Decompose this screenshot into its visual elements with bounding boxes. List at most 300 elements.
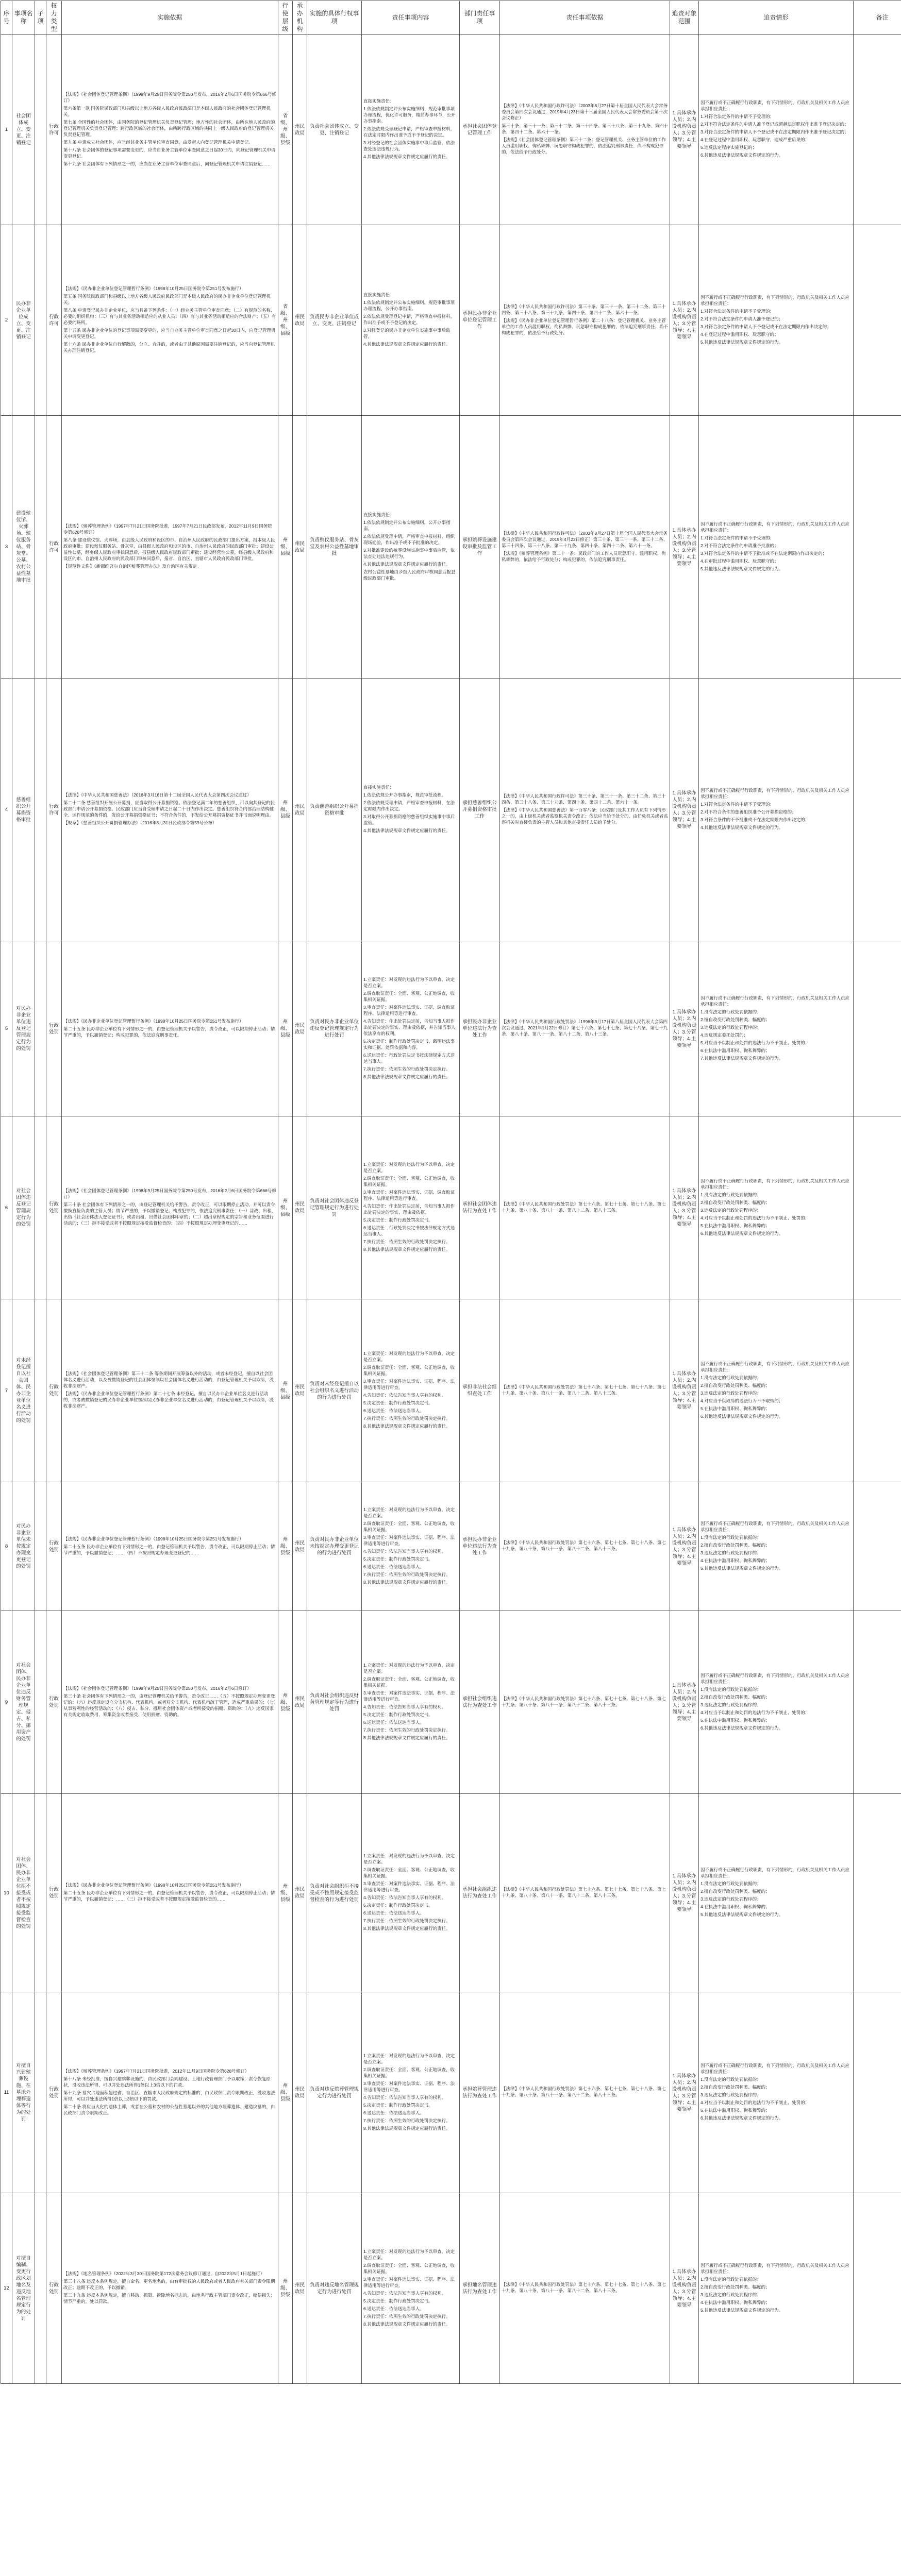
cell-type: 行政处罚 xyxy=(46,1611,62,1794)
cell-paragraph: 2.调查取证责任：全面、客观、公正地调查，收集相关证据。 xyxy=(363,1676,455,1688)
cell-ruling xyxy=(500,1116,670,1299)
cell-remark xyxy=(854,2193,901,2384)
cell-paragraph: 1.依法依规制定并公布实施细则，规范审批事项办理流程，优化许可服务，精简办事环节，公开办事指南。 xyxy=(363,106,456,124)
cell-paragraph: 4.告知责任：依法告知当事人享有的权利。 xyxy=(363,1704,446,1709)
cell-paragraph: 第三十条 社会团体有下列情形之一的，由登记管理机关给予警告，责令改正，可以限期停止活动，并可以责令撤换直接负责的主管人员；情节严重的，予以撤销登记；构成犯罪的，依法追究刑事责任：（一）涂改、出租、出借《社会团体法人登记证书》，或者出租、出借社会团体印章的；（二）超出章程规定的宗旨和业务范围进行活动的；（三）拒不接受或者不按照规定接受监督检查的；（四）不按照规定办理变更登记的…… xyxy=(63,1202,276,1226)
cell-paragraph: 3.审查责任：对案件违法事实、证据、程序、法律适用等进行审查。 xyxy=(363,1881,455,1892)
cell-paragraph: 6.其他违反法律法规规章文件规定的行为。 xyxy=(700,1230,783,1236)
cell-type: 行政处罚 xyxy=(46,1299,62,1482)
cell-paragraph: 1.没有法定的行政处罚依据的； xyxy=(700,1534,761,1540)
cell-paragraph: 1.立案责任：对发现的违法行为予以审查，决定是否立案。 xyxy=(363,1663,455,1674)
cell-paragraph: 1.没有法定的行政处罚依据的； xyxy=(700,1881,761,1886)
cell-paragraph: 【法规】《殡葬管理条例》第二十一条：民政部门的工作人员玩忽职守、滥用职权、徇私舞弊的，依法给予行政处分；构成犯罪的，依法追究刑事责任。 xyxy=(502,550,666,562)
cell-paragraph: 【法规】《社会团体登记管理条例》第三十二条 筹备期间开展筹备以外的活动，或者未经登记，擅自以社会团体名义进行活动，以及被撤销登记的社会团体继续以社会团体名义进行活动的，由登记管理机关予以取缔，没收非法财产。 xyxy=(63,1371,274,1388)
cell-paragraph: 2.擅自改变行政处罚种类、幅度的； xyxy=(700,1889,770,1894)
cell-paragraph: 4.违反规定委托处罚的； xyxy=(700,1032,748,1038)
cell-paragraph: 6.送达责任：行政处罚决定书按法律规定方式送达当事人。 xyxy=(363,1052,455,1064)
cell-paragraph: 【法规】《民办非企业单位登记管理暂行条例》（1998年10月25日国务院令第251号发布施行） xyxy=(63,1883,244,1888)
col-header-name: 事项名称 xyxy=(12,1,35,35)
cell-paragraph: 3.对批准建设的殡葬设施实施事中事后监管，依法查处违法违规行为。 xyxy=(363,547,455,559)
cell-paragraph: 【法规】《地名管理条例》（2022年3月30日国务院第172次常务会议修订通过，自2022年5月1日起施行） xyxy=(63,2271,265,2276)
cell-paragraph: 5.对应当予以制止和处罚的违法行为不予制止、处罚的； xyxy=(700,1040,810,1045)
cell-paragraph: 【法规】《社会团体登记管理条例》（1998年9月25日国务院令第250号发布，2016年2月6日国务院令第666号修订） xyxy=(63,1188,276,1199)
cell-name: 对擅自编制、变更行政区划地名及违反地名管理规定行为的处罚 xyxy=(12,2193,35,2384)
cell-level: 州级、县级 xyxy=(278,1794,293,1992)
col-header-level: 行使层级 xyxy=(278,1,293,35)
cell-paragraph: 第六条第一款 国务院民政部门和县级以上地方各级人民政府民政部门是本级人民政府的社会团体登记管理机关。 xyxy=(63,105,271,117)
cell-paragraph: 3.审查责任：对案件违法事实、证据、程序、法律适用等进行审查。 xyxy=(363,1379,455,1390)
cell-basis xyxy=(62,225,278,416)
cell-paragraph: 2.调查取证责任：全面、客观、公正地调查，收集相关证据。 xyxy=(363,1176,455,1187)
cell-paragraph: 1.依法依规制定并公布实施细则，公开办事指南。 xyxy=(363,519,451,531)
cell-type: 行政许可 xyxy=(46,679,62,941)
cell-paragraph: 直接实施责任： xyxy=(363,98,394,104)
cell-paragraph: 4.对应当予以取缔的违法行为不予取缔的； xyxy=(700,1398,783,1403)
cell-paragraph: 4.在登记过程中滥用职权、玩忽职守，造成严重后果的； xyxy=(700,137,810,142)
cell-level: 州级、县级 xyxy=(278,941,293,1116)
cell-item: 负责对未经登记擅自以社会组织名义进行活动的行为进行处罚 xyxy=(307,1299,362,1482)
cell-paragraph: 6.送达责任：行政处罚决定书按法律规定方式送达当事人。 xyxy=(363,1225,455,1236)
col-header-scope: 追责对象范围 xyxy=(670,1,699,35)
cell-sub xyxy=(35,225,46,416)
cell-no: 12 xyxy=(1,2193,12,2384)
cell-paragraph: 农村公益性墓地由乡级人民政府审核同意后报县级民政部门审批。 xyxy=(363,569,456,581)
cell-paragraph: 8.其他法律法规规章文件规定应履行的责任。 xyxy=(363,1579,451,1585)
cell-paragraph: 5.在执法中滥用职权、徇私舞弊的； xyxy=(700,2108,770,2113)
cell-scope: 1.具体承办人员；2.内设机构负责人；3.分管领导；4.主要领导 xyxy=(670,1611,699,1794)
cell-paragraph: 第二十五条 民办非企业单位有下列情形之一的，由登记管理机关予以警告，责令改正，可以限期停止活动；情节严重的，予以撤销登记：……（三）拒不接受或者不按照规定接受监督检查的…… xyxy=(63,1890,275,1902)
cell-level: 州级、县级 xyxy=(278,1482,293,1611)
cell-level: 省级、州级、县级 xyxy=(278,225,293,416)
cell-paragraph: 1.没有法定的行政处罚依据的； xyxy=(700,2077,761,2082)
table-row xyxy=(1,941,901,1116)
cell-paragraph: 【法律】《中华人民共和国行政处罚法》第七十六条、第七十七条、第七十八条、第七十九条、第八十条、第八十一条、第八十二条、第八十三条。 xyxy=(502,1540,666,1551)
cell-dept: 承担民办非企业单位登记管理工作 xyxy=(460,225,500,416)
cell-paragraph: 2.擅自改变行政处罚种类、幅度的； xyxy=(700,1382,770,1388)
cell-paragraph: 5.决定责任：制作行政处罚决定书，载明违法事实和证据、处罚依据和内容。 xyxy=(363,1038,455,1050)
cell-basis xyxy=(62,2193,278,2384)
cell-duty xyxy=(362,225,460,416)
cell-paragraph: 5.违反法定程序实施登记的； xyxy=(700,145,757,150)
cell-ruling xyxy=(500,1482,670,1611)
cell-paragraph: 2.对不符合法定条件的申请准予批准的； xyxy=(700,543,779,548)
cell-duty xyxy=(362,1611,460,1794)
cell-paragraph: 【法律】《中华人民共和国行政处罚法》第七十六条、第七十七条、第七十八条、第七十九条、第八十条、第八十一条、第八十二条、第八十三条。 xyxy=(502,1696,666,1707)
cell-sub xyxy=(35,1992,46,2193)
cell-paragraph: 3.审查责任：对案件违法事实、证据、程序、法律适用等进行审查。 xyxy=(363,2276,455,2288)
cell-no: 8 xyxy=(1,1482,12,1611)
cell-no: 9 xyxy=(1,1611,12,1794)
cell-basis xyxy=(62,1611,278,1794)
cell-item: 负责对社会组织违反财务管理规定等行为进行处罚 xyxy=(307,1611,362,1794)
cell-paragraph: 1.立案责任：对发现的违法行为予以审查，决定是否立案。 xyxy=(363,976,455,988)
cell-paragraph: 3.违反法定的行政处罚程序的； xyxy=(700,1024,761,1030)
table-row xyxy=(1,1611,901,1794)
col-header-dept: 部门责任事项 xyxy=(460,1,500,35)
cell-type: 行政处罚 xyxy=(46,1116,62,1299)
cell-paragraph: 5.其他违反法律法规规章文件规定的行为。 xyxy=(700,2307,783,2313)
cell-ruling xyxy=(500,225,670,416)
cell-paragraph: 7.执行责任：依照生效的行政处罚决定执行。 xyxy=(363,1918,451,1923)
cell-paragraph: 【法规】《民办非企业单位登记管理暂行条例》（1998年10月25日国务院令第251号发布施行） xyxy=(63,1536,244,1541)
cell-paragraph: 第九条 申请成立社会团体，应当经其业务主管单位审查同意，由发起人向登记管理机关申请登记。 xyxy=(63,139,253,145)
cell-paragraph: 5.其他违反法律法规规章文件规定的行为。 xyxy=(700,566,783,571)
cell-sub xyxy=(35,679,46,941)
cell-level: 州级、县级 xyxy=(278,1992,293,2193)
cell-org: 州民政局 xyxy=(293,416,307,679)
table-row xyxy=(1,416,901,679)
cell-name: 对擅自兴建殡葬设施、在墓地外埋葬遗体等行为的处罚 xyxy=(12,1992,35,2193)
cell-scope: 1.具体承办人员；2.内设机构负责人；3.分管领导；4.主要领导 xyxy=(670,1794,699,1992)
cell-paragraph: 4.其他违反法律法规规章文件规定的行为。 xyxy=(700,825,783,830)
cell-paragraph: 6.送达责任：依法送达当事人。 xyxy=(363,1910,424,1916)
cell-remark xyxy=(854,1482,901,1611)
cell-org: 州民政局 xyxy=(293,225,307,416)
cell-paragraph: 4.其他法律法规规章文件规定应履行的责任。 xyxy=(363,154,451,159)
cell-sub xyxy=(35,35,46,225)
cell-paragraph: 8.其他法律法规规章文件规定应履行的责任。 xyxy=(363,2125,451,2131)
cell-item: 负责社会团体成立、变更、注销登记 xyxy=(307,35,362,225)
cell-paragraph: 因不履行或不正确履行行政职责，有下列情形的，行政机关及相关工作人员应承担相应责任： xyxy=(700,2063,850,2074)
cell-paragraph: 第十九条 墓穴占地面积超过省、自治区、直辖市人民政府规定的标准的，由民政部门责令限期改正，没收违法所得，可以并处违法所得1倍以上3倍以下的罚款。 xyxy=(63,2090,275,2102)
cell-name: 民办非企业单位成立、变更、注销登记 xyxy=(12,225,35,416)
cell-paragraph: 3.审查责任：对案件违法事实、证据、程序、法律适用等进行审查。 xyxy=(363,1690,455,1702)
cell-paragraph: 【法规】《民办非企业单位登记管理暂行条例》（1998年10月25日国务院令第251号发布施行） xyxy=(63,1018,244,1024)
cell-paragraph: 6.送达责任：依法送达当事人。 xyxy=(363,1564,424,1569)
cell-sub xyxy=(35,416,46,679)
cell-paragraph: 3.对符合法定条件的申请人不予登记或不在法定期限内作出决定的； xyxy=(700,324,831,329)
cell-no: 5 xyxy=(1,941,12,1116)
cell-paragraph: 2.擅自改变行政处罚种类、幅度的； xyxy=(700,1199,770,1205)
col-header-duty: 责任事项内容 xyxy=(362,1,460,35)
cell-scope: 1.具体承办人员；2.内设机构负责人；3.分管领导；4.主要领导 xyxy=(670,1992,699,2193)
cell-paragraph: 【法律】《中华人民共和国行政处罚法》第七十六条、第七十七条、第七十八条、第七十九条、第八十条、第八十一条、第八十二条、第八十三条。 xyxy=(502,1201,666,1213)
cell-paragraph: 【法律】《中华人民共和国行政许可法》第三十条、第三十一条、第三十二条、第三十四条、第三十八条、第三十九条、第四十条、第四十二条、第六十一条。 xyxy=(502,793,666,805)
cell-sub xyxy=(35,1482,46,1611)
cell-paragraph: 第八条 申请登记民办非企业单位，应当具备下列条件：（一）经业务主管单位审查同意；（二）有规范的名称、必要的组织机构；（三）有与其业务活动相适应的从业人员；（四）有与其业务活动相适应的合法财产；（五）有必要的场所。 xyxy=(63,308,276,325)
cell-paragraph: 7.执行责任：依照生效的行政处罚决定执行。 xyxy=(363,1727,451,1733)
col-header-org: 承办机构 xyxy=(293,1,307,35)
cell-paragraph: 1.立案责任：对发现的违法行为予以审查，决定是否立案。 xyxy=(363,2248,455,2260)
col-header-remark: 备注 xyxy=(854,1,901,35)
cell-name: 对社会团体违反登记管理规定行为的处罚 xyxy=(12,1116,35,1299)
cell-paragraph: 5.在执法中滥用职权、徇私舞弊的； xyxy=(700,1717,770,1723)
cell-paragraph: 2.调查取证责任：全面、客观、公正地调查，收集相关证据。 xyxy=(363,2262,455,2274)
cell-paragraph: 3.违反法定的行政处罚程序的； xyxy=(700,1390,761,1396)
cell-paragraph: 8.其他法律法规规章文件规定应履行的责任。 xyxy=(363,1074,451,1079)
cell-paragraph: 2.依法依规受理登记申请，严格审查申报材料，作出准予或不予登记的决定。 xyxy=(363,314,455,325)
cell-paragraph: 2.对不符合条件的慈善组织准予公开募捐资格的； xyxy=(700,809,796,815)
cell-no: 7 xyxy=(1,1299,12,1482)
cell-item: 负责对违反殡葬管理规定行为进行处罚 xyxy=(307,1992,362,2193)
cell-paragraph: 3.对取得公开募捐资格的慈善组织实施事中事后监管。 xyxy=(363,814,455,825)
col-header-basis: 实施依据 xyxy=(62,1,278,35)
cell-org: 州民政局 xyxy=(293,1992,307,2193)
table-body xyxy=(1,35,901,2384)
cell-name: 社会团体成立、变更、注销登记 xyxy=(12,35,35,225)
cell-paragraph: 【法律】《中华人民共和国行政许可法》（2003年8月27日第十届全国人民代表大会常务委员会第四次会议通过，2019年4月23日第十三届全国人民代表大会常务委员会第十次会议修正） xyxy=(502,103,668,121)
cell-paragraph: 5.在执法中滥用职权、徇私舞弊的； xyxy=(700,1223,770,1228)
cell-sub xyxy=(35,2193,46,2384)
cell-paragraph: 6.送达责任：依法送达当事人。 xyxy=(363,2306,424,2311)
cell-item: 负责殡仪服务站、骨灰堂及农村公益性墓地审批 xyxy=(307,416,362,679)
cell-paragraph: 3.对经登记的民办非企业单位实施事中事后监管。 xyxy=(363,328,451,339)
cell-paragraph: 【法规】《民办非企业单位登记管理暂行条例》第二十八条：登记管理机关、业务主管单位的工作人员滥用职权、徇私舞弊、玩忽职守构成犯罪的，依法追究刑事责任；尚不构成犯罪的，依法给予行政处分。 xyxy=(502,317,669,335)
cell-org: 州民政局 xyxy=(293,2193,307,2384)
cell-paragraph: 6.送达责任：依法送达当事人。 xyxy=(363,2110,424,2115)
cell-paragraph: 7.执行责任：依照生效的行政处罚决定执行。 xyxy=(363,2313,451,2319)
cell-paragraph: 1.没有法定的行政处罚依据的； xyxy=(700,1686,761,1692)
cell-paragraph: 【法规】《民办非企业单位登记管理暂行条例》第二十七条 未经登记，擅自以民办非企业单位名义进行活动的，或者被撤销登记的民办非企业单位继续以民办非企业单位名义进行活动的，由登记管理机关予以取缔，没收非法财产。 xyxy=(63,1391,274,1409)
cell-scope: 1.具体承办人员；2.内设机构负责人；3.分管领导；4.主要领导 xyxy=(670,1116,699,1299)
cell-paragraph: 1.没有法定的行政处罚依据的； xyxy=(700,1375,761,1380)
cell-paragraph: 2.对不符合法定条件的申请人准予登记的； xyxy=(700,316,783,321)
cell-paragraph: 直接实施责任： xyxy=(363,512,394,517)
cell-remark xyxy=(854,1299,901,1482)
cell-sub xyxy=(35,1299,46,1482)
cell-level: 省级、州级、县级 xyxy=(278,35,293,225)
cell-paragraph: 4.其他法律法规规章文件规定应履行的责任。 xyxy=(363,828,451,833)
cell-paragraph: 2.调查取证责任：全面、客观、公正地调查，收集相关证据。 xyxy=(363,1365,455,1376)
cell-paragraph: 8.其他法律法规规章文件规定应履行的责任。 xyxy=(363,1735,451,1740)
cell-paragraph: 5.决定责任：制作行政处罚决定书。 xyxy=(363,1217,433,1223)
cell-scope: 1.具体承办人员；2.内设机构负责人；3.分管领导；4.主要领导 xyxy=(670,1482,699,1611)
cell-duty xyxy=(362,1299,460,1482)
cell-paragraph: 第八条 建设殡仪馆、火葬场，由县级人民政府和设区的市、自治州人民政府的民政部门提出方案，报本级人民政府审批；建设殡仪服务站、骨灰堂，由县级人民政府和设区的市、自治州人民政府的民政部门审批；建设公益性公墓，经乡级人民政府审核同意后，报县级人民政府民政部门审批；建设经营性公墓，经县级人民政府和设区的市、自治州人民政府的民政部门审核同意后，报省、自治区、直辖市人民政府民政部门审批。 xyxy=(63,537,275,561)
cell-paragraph: 6.在执法中滥用职权、徇私舞弊的； xyxy=(700,1047,770,1053)
cell-paragraph: 3.违反法定的行政处罚程序的； xyxy=(700,1550,761,1555)
cell-remark xyxy=(854,1992,901,2193)
table-row xyxy=(1,35,901,225)
cell-dept: 承担民办非企业单位违法行为查处工作 xyxy=(460,1482,500,1611)
col-header-sub: 子项 xyxy=(35,1,46,35)
cell-remark xyxy=(854,35,901,225)
cell-level: 州级、县级 xyxy=(278,1299,293,1482)
header-row xyxy=(1,1,901,35)
cell-dept: 承担社会团体违法行为查处工作 xyxy=(460,1116,500,1299)
cell-paragraph: 6.其他违反法律法规规章文件规定的行为。 xyxy=(700,1413,783,1419)
cell-paragraph: 第十六条 民办非企业单位自行解散的，分立、合并的，或者由于其他原因需要注销登记的，应当向登记管理机关办理注销登记。 xyxy=(63,342,275,353)
cell-paragraph: 第十八条 社会团体的登记事项需要变更的，应当自业务主管单位审查同意之日起30日内，向登记管理机关申请变更登记。 xyxy=(63,147,276,159)
cell-paragraph: 因不履行或不正确履行行政职责，有下列情形的，行政机关及相关工作人员应承担相应责任： xyxy=(700,100,850,111)
table-row xyxy=(1,1482,901,1611)
cell-cases xyxy=(699,416,854,679)
cell-paragraph: 3.审查责任：对案件违法事实、证据、调查取证程序、法律适用等进行审查。 xyxy=(363,1004,455,1016)
cell-scope: 1.具体承办人员；2.内设机构负责人；3.分管领导；4.主要领导 xyxy=(670,679,699,941)
col-header-item: 实施的具体行权事项 xyxy=(307,1,362,35)
cell-paragraph: 4.在登记过程中滥用职权、玩忽职守的； xyxy=(700,331,779,337)
cell-duty xyxy=(362,1116,460,1299)
cell-scope: 1.具体承办人员；2.内设机构负责人；3.分管领导；4.主要领导 xyxy=(670,2193,699,2384)
cell-remark xyxy=(854,1611,901,1794)
cell-paragraph: 【法律】《中华人民共和国行政许可法》（2003年8月27日第十届全国人民代表大会常务委员会第四次会议通过，2019年4月23日修正）第三十条、第三十一条、第三十二条、第三十四条、第三十八条、第三十九条、第四十条、第四十二条、第六十一条。 xyxy=(502,530,668,548)
cell-paragraph: 4.对应当予以制止和处罚的违法行为不予制止、处罚的； xyxy=(700,1215,810,1221)
cell-scope: 1.具体承办人员；2.内设机构负责人；3.分管领导；4.主要领导 xyxy=(670,35,699,225)
cell-remark xyxy=(854,679,901,941)
cell-dept: 承担慈善组织公开募捐资格审批工作 xyxy=(460,679,500,941)
cell-paragraph: 4.告知责任：作出处罚决定前，告知当事人拟作出处罚决定的事实、理由及依据，并告知当事人依法享有的权利。 xyxy=(363,1018,456,1036)
cell-paragraph: 2.擅自改变行政处罚种类、幅度的； xyxy=(700,1542,770,1548)
cell-ruling xyxy=(500,941,670,1116)
cell-dept: 承担地名管理违法行为查处工作 xyxy=(460,2193,500,2384)
cell-paragraph: 【法规】《殡葬管理条例》（1997年7月21日国务院批准，1997年7月21日民政部发布，2012年11月9日国务院令第628号修订） xyxy=(63,523,272,535)
cell-sub xyxy=(35,1611,46,1794)
cell-paragraph: 7.执行责任：依照生效的行政处罚决定执行。 xyxy=(363,1571,451,1577)
cell-duty xyxy=(362,2193,460,2384)
cell-paragraph: 2.擅自改变行政处罚种类、幅度的； xyxy=(700,2084,770,2090)
cell-paragraph: 2.擅自改变行政处罚种类、幅度的； xyxy=(700,1016,770,1022)
col-header-cases: 追责情形 xyxy=(699,1,854,35)
col-header-no: 序号 xyxy=(1,1,12,35)
cell-paragraph: 8.其他法律法规规章文件规定应履行的责任。 xyxy=(363,1247,451,1252)
cell-dept: 承担社会组织违法行为查处工作 xyxy=(460,1611,500,1794)
table-row xyxy=(1,1794,901,1992)
cell-remark xyxy=(854,225,901,416)
cell-name: 对社会团体、民办非企业单位违反财务管理规定、侵占、私分、挪用资产的处罚 xyxy=(12,1611,35,1794)
cell-paragraph: 【法规】《社会团体登记管理条例》（1998年9月25日国务院令第250号发布，2016年2月6日国务院令第666号修订） xyxy=(63,91,276,103)
cell-paragraph: 7.执行责任：依照生效的行政处罚决定执行。 xyxy=(363,1066,451,1072)
cell-type: 行政处罚 xyxy=(46,1794,62,1992)
cell-paragraph: 3.对符合法定条件的申请人不予登记或不在法定期限内作出准予登记决定的； xyxy=(700,129,849,134)
cell-cases xyxy=(699,1794,854,1992)
cell-paragraph: 7.执行责任：依照生效的行政处罚决定执行。 xyxy=(363,1416,451,1421)
cell-paragraph: 1.立案责任：对发现的违法行为予以审查，决定是否立案。 xyxy=(363,1853,455,1865)
cell-ruling xyxy=(500,679,670,941)
cell-paragraph: 6.其他违反法律法规规章文件规定的行为。 xyxy=(700,1725,783,1731)
cell-duty xyxy=(362,1482,460,1611)
cell-org: 州民政局 xyxy=(293,1611,307,1794)
cell-basis xyxy=(62,35,278,225)
cell-sub xyxy=(35,1116,46,1299)
cell-paragraph: 因不履行或不正确履行行政职责，有下列情形的，行政机关及相关工作人员应承担相应责任： xyxy=(700,2262,850,2274)
cell-paragraph: 7.执行责任：依照生效的行政处罚决定执行。 xyxy=(363,1239,451,1244)
cell-basis xyxy=(62,679,278,941)
cell-scope: 1.具体承办人员；2.内设机构负责人；3.分管领导；4.主要领导 xyxy=(670,941,699,1116)
cell-org: 州民政局 xyxy=(293,1299,307,1482)
cell-duty xyxy=(362,941,460,1116)
cell-org: 州民政局 xyxy=(293,35,307,225)
cell-duty xyxy=(362,1992,460,2193)
cell-type: 行政处罚 xyxy=(46,1482,62,1611)
cell-paragraph: 1.没有法定的行政处罚依据的； xyxy=(700,2276,761,2282)
cell-paragraph: 1.没有法定的行政处罚依据的； xyxy=(700,1009,761,1014)
cell-dept: 承担民办非企业单位违法行为查处工作 xyxy=(460,941,500,1116)
cell-item: 负责对社会组织拒不接受或不按照规定接受监督检查的行为进行处罚 xyxy=(307,1794,362,1992)
cell-paragraph: 3.对符合条件的不予批准或不在法定期限内作出决定的； xyxy=(700,817,810,822)
cell-paragraph: 5.决定责任：制作行政处罚决定书。 xyxy=(363,1400,433,1405)
cell-cases xyxy=(699,225,854,416)
cell-item: 负责对民办非企业单位违反登记管理规定行为进行处罚 xyxy=(307,941,362,1116)
cell-paragraph: 1.依法依规公开办事指南，规范审批流程。 xyxy=(363,792,446,798)
cell-basis xyxy=(62,941,278,1116)
cell-dept: 承担非法社会组织查处工作 xyxy=(460,1299,500,1482)
cell-basis xyxy=(62,1992,278,2193)
cell-paragraph: 1.立案责任：对发现的违法行为予以审查，决定是否立案。 xyxy=(363,1351,455,1362)
cell-paragraph: 4.在审批过程中滥用职权、玩忽职守的； xyxy=(700,558,779,564)
cell-dept: 承担社会团体登记管理工作 xyxy=(460,35,500,225)
cell-paragraph: 3.违反法定的行政处罚程序的； xyxy=(700,1702,761,1707)
cell-type: 行政处罚 xyxy=(46,941,62,1116)
cell-paragraph: 4.告知责任：依法告知当事人享有的权利。 xyxy=(363,2094,446,2100)
cell-paragraph: 5.决定责任：制作行政处罚决定书。 xyxy=(363,2102,433,2108)
cell-level: 州级、县级 xyxy=(278,1611,293,1794)
cell-paragraph: 5.在执法中滥用职权、徇私舞弊的； xyxy=(700,1405,770,1411)
cell-level: 州级、县级 xyxy=(278,679,293,941)
duty-list-table xyxy=(1,1,901,2384)
cell-paragraph: 4.其他法律法规规章文件规定应履行的责任。 xyxy=(363,342,451,347)
cell-paragraph: 4.在执法中滥用职权、徇私舞弊的； xyxy=(700,1557,770,1563)
cell-paragraph: 4.告知责任：依法告知当事人享有的权利。 xyxy=(363,2290,446,2296)
cell-paragraph: 4.对应当予以制止和处罚的违法行为不予制止、处罚的； xyxy=(700,1709,810,1715)
cell-paragraph: 5.其他违反法律法规规章文件规定的行为。 xyxy=(700,1565,783,1571)
cell-paragraph: 6.其他违反法律法规规章文件规定的行为。 xyxy=(700,152,783,158)
cell-paragraph: 因不履行或不正确履行行政职责，有下列情形的，行政机关及相关工作人员应承担相应责任： xyxy=(700,788,850,799)
cell-paragraph: 4.告知责任：依法告知当事人享有的权利。 xyxy=(363,1895,446,1900)
cell-paragraph: 4.在执法中滥用职权、徇私舞弊的； xyxy=(700,1904,770,1909)
cell-paragraph: 7.其他违反法律法规规章文件规定的行为。 xyxy=(700,1055,783,1061)
cell-ruling xyxy=(500,1611,670,1794)
cell-paragraph: 1.依法依规制定并公布实施细则，规范审批事项办理流程，公开办事指南。 xyxy=(363,300,455,311)
cell-paragraph: 2.调查取证责任：全面、客观、公正地调查，收集相关证据。 xyxy=(363,1867,455,1878)
cell-paragraph: 第二十二条 慈善组织开展公开募捐，应当取得公开募捐资格。依法登记满二年的慈善组织，可以向其登记的民政部门申请公开募捐资格。民政部门应当自受理申请之日起二十日内作出决定。慈善组织符合内部治理结构健全、运作规范的条件的，发给公开募捐资格证书；不符合条件的，不发给公开募捐资格证书并书面说明理由。 xyxy=(63,800,275,818)
cell-paragraph: 1.立案责任：对发现的违法行为予以审查，决定是否立案。 xyxy=(363,2053,455,2064)
cell-org: 州民政局 xyxy=(293,941,307,1116)
cell-item: 负责对民办非企业单位未按规定办理变更登记的行为进行处罚 xyxy=(307,1482,362,1611)
cell-paragraph: 3.违反法定的行政处罚程序的； xyxy=(700,1207,761,1213)
cell-paragraph: 第三十条、第三十一条、第三十二条、第三十四条、第三十八条、第三十九条、第四十条、第四十二条、第六十一条。 xyxy=(502,123,669,134)
cell-paragraph: 【法律】《中华人民共和国行政处罚法》第七十六条、第七十七条、第七十八条、第七十九条、第八十条、第八十一条、第八十二条、第八十三条。 xyxy=(502,1384,666,1396)
cell-basis xyxy=(62,416,278,679)
cell-paragraph: 8.其他法律法规规章文件规定应履行的责任。 xyxy=(363,2321,451,2327)
cell-paragraph: 【法律】《中华人民共和国慈善法》第一百零八条：民政部门及其工作人员有下列情形之一的，由上级机关或者监察机关责令改正；依法应当给予处分的，由任免机关或者监察机关对直接负责的主管人员和其他直接责任人员给予处分。 xyxy=(502,807,669,825)
cell-dept: 承担社会组织违法行为查处工作 xyxy=(460,1794,500,1992)
cell-org: 州民政局 xyxy=(293,1116,307,1299)
cell-no: 6 xyxy=(1,1116,12,1299)
cell-ruling xyxy=(500,1794,670,1992)
cell-cases xyxy=(699,2193,854,2384)
cell-paragraph: 【法律】《中华人民共和国行政处罚法》第七十六条、第七十七条、第七十八条、第七十九条、第八十条、第八十一条、第八十二条、第八十三条。 xyxy=(502,1886,666,1898)
cell-paragraph: 4.告知责任：依法告知当事人享有的权利。 xyxy=(363,1393,446,1398)
cell-item: 负责民办非企业单位成立、变更、注销登记 xyxy=(307,225,362,416)
cell-paragraph: 4.在执法中滥用职权、徇私舞弊的； xyxy=(700,2299,770,2305)
cell-ruling xyxy=(500,1299,670,1482)
cell-paragraph: 1.没有法定的行政处罚依据的； xyxy=(700,1192,761,1197)
cell-name: 对民办非企业单位未按规定办理变更登记的处罚 xyxy=(12,1482,35,1611)
cell-paragraph: 【规范性文件】《新疆维吾尔自治区殡葬管理办法》及自治区有关规定。 xyxy=(63,564,202,569)
cell-paragraph: 3.违反法定的行政处罚程序的； xyxy=(700,2092,761,2097)
cell-paragraph: 5.决定责任：制作行政处罚决定书。 xyxy=(363,1903,433,1908)
cell-no: 11 xyxy=(1,1992,12,2193)
cell-name: 对民办非企业单位违反登记管理规定行为的处罚 xyxy=(12,941,35,1116)
cell-paragraph: 6.送达责任：依法送达当事人。 xyxy=(363,1408,424,1413)
cell-no: 1 xyxy=(1,35,12,225)
cell-type: 行政处罚 xyxy=(46,2193,62,2384)
table-row xyxy=(1,2193,901,2384)
cell-cases xyxy=(699,1992,854,2193)
cell-paragraph: 第三十八条 违反本条例规定，擅自命名、更名地名的，由有审批权的人民政府或者人民政府有关部门责令限期改正；逾期不改正的，予以撤销。 xyxy=(63,2279,275,2290)
table-row xyxy=(1,1299,901,1482)
cell-cases xyxy=(699,35,854,225)
cell-paragraph: 【法规】《社会团体登记管理条例》（1998年9月25日国务院令第250号发布，2016年2月6日修订） xyxy=(63,1686,252,1691)
cell-paragraph: 6.其他违反法律法规规章文件规定的行为。 xyxy=(700,2115,783,2121)
cell-scope: 1.具体承办人员；2.内设机构负责人；3.分管领导；4.主要领导 xyxy=(670,1299,699,1482)
cell-paragraph: 2.调查取证责任：全面、客观、公正地调查，收集相关证据。 xyxy=(363,1520,455,1532)
cell-remark xyxy=(854,941,901,1116)
cell-paragraph: 因不履行或不正确履行行政职责，有下列情形的，行政机关及相关工作人员应承担相应责任： xyxy=(700,1672,850,1684)
cell-remark xyxy=(854,416,901,679)
cell-paragraph: 直接实施责任： xyxy=(363,292,394,297)
cell-scope: 1.具体承办人员；2.内设机构负责人；3.分管领导；4.主要领导 xyxy=(670,416,699,679)
